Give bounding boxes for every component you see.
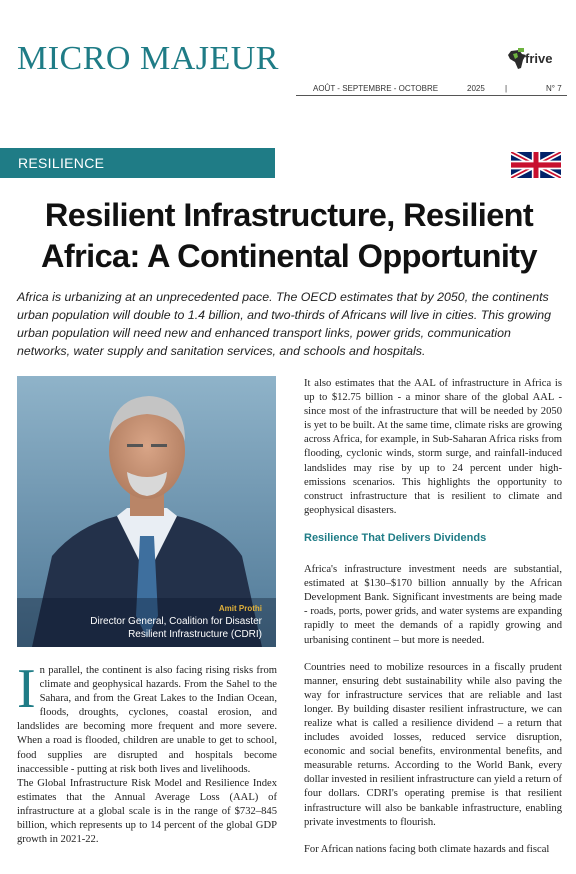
section-subheading: Resilience That Delivers Dividends [304, 531, 487, 544]
issue-number: N° 7 [546, 84, 562, 93]
frive-logo [506, 48, 566, 72]
left-paragraph-2: The Global Infrastructure Risk Model and Resilience Index estimates that the Annual Average Loss (AAL) of infrastructure at a global scale is in the range of $732–845 billion, which represents up to 14 percent of the global GDP growth in 2021-22. [17, 777, 277, 846]
section-label: RESILIENCE [18, 155, 105, 171]
article-title: Resilient Infrastructure, Resilient Africa: A Continental Opportunity [41, 197, 537, 274]
caption-name: Amit Prothi [218, 604, 262, 613]
issue-year: 2025 [467, 84, 485, 93]
left-paragraph-1: n parallel, the continent is also facing rising risks from climate and geophysical hazards. From the Sahel to the Sahara, and from the Great Lakes to the Indian Ocean, floods, droughts, cyclones, coastal erosion, and landslides are becoming more frequent and more severe. When a road is flooded, children are unable to get to school, food supplies are disrupted and hospitals become inaccessible - putting at risk both lives and livelihoods. [17, 665, 277, 775]
uk-flag-icon [511, 152, 561, 178]
issue-months: AOÛT - SEPTEMBRE - OCTOBRE [313, 84, 439, 93]
right-paragraph-3: Countries need to mobilize resources in a fiscally prudent manner, ensuring debt sustainability while also paving the way for infrastructure services that are reliable and last longer. By building disaster resilient infrastructure, we can realize what is called a resilience dividend – a return that includes avoided losses, reduced service disruption, economic and social benefits, environmental benefits, and measurable returns. According to the World Bank, every dollar invested in resilient infrastructure can yield a return of four dollars. CDRI's operating premise is that resilient infrastructure will also be bankable infrastructure, enabling private investments to flourish. [304, 661, 562, 828]
article-lead: Africa is urbanizing at an unprecedented pace. The OECD estimates that by 2050, the continents urban population will double to 1.4 billion, and two-thirds of Africans will live in cities. This growing urban population will need new and enhanced transport links, power grids, communication networks, water supply and sanitation services, and schools and hospitals. [17, 290, 551, 358]
right-paragraph-1: It also estimates that the AAL of infrastructure in Africa is up to $12.75 billion - a minor share of the global AAL - since most of the infrastructure that will be needed by 2050 is yet to be built. At the same time, climate risks are growing across Africa, for example, in Sub-Saharan Africa risks from flooding, cyclonic winds, storm surge, and rainfall-induced landslides may rise by up to 24 percent under high-emissions scenarios. This highlights the opportunity to construct infrastructure that is resilient to climate and geophysical disasters. [304, 378, 562, 516]
caption-line-1: Director General, Coalition for Disaster [90, 616, 262, 627]
right-column [304, 377, 562, 870]
right-paragraph-4: For African nations facing both climate hazards and fiscal [304, 843, 550, 855]
header-rule [296, 95, 567, 96]
author-photo [17, 376, 276, 647]
left-column [17, 658, 277, 860]
right-paragraph-2: Africa's infrastructure investment needs are substantial, estimated at $130–$170 billion annually by the African Development Bank. Significant investments are being made - roads, ports, power grids, and water systems are expanding rapidly to meet the demands of a rapidly growing and urbanising continent – but more is needed. [304, 564, 562, 646]
caption-line-2: Resilient Infrastructure (CDRI) [128, 629, 262, 640]
section-band [0, 148, 275, 178]
logo-text: frive [525, 51, 553, 66]
dropcap: I [17, 658, 36, 720]
photo-caption [17, 602, 276, 641]
issue-separator: | [505, 84, 508, 93]
masthead-title: MICRO MAJEUR [17, 40, 279, 77]
